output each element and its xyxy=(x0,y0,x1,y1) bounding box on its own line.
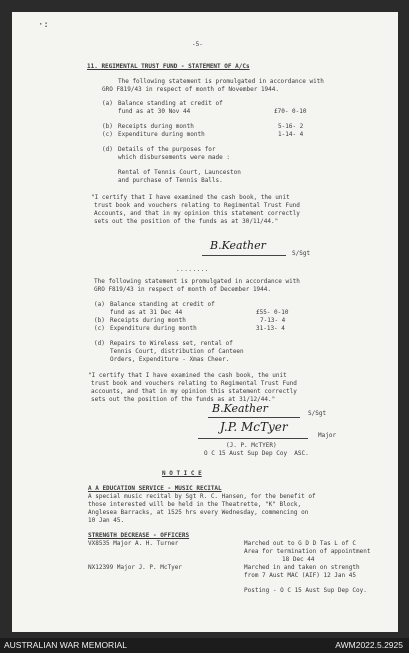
dec-item-a-text-1: Balance standing at credit of xyxy=(110,301,215,308)
dec-sign-name: (J. P. McTYER) xyxy=(226,442,277,449)
dec-signature: B.Keather xyxy=(212,402,268,415)
officer-1-note-3: 18 Dec 44 xyxy=(282,556,315,563)
nov-item-a-text-1: Balance standing at credit of xyxy=(118,100,223,107)
dec-certify-1: "I certify that I have examined the cash book, the unit xyxy=(88,372,287,379)
nov-certify-2: trust book and vouchers relating to Regimental Trust Fund xyxy=(94,202,300,209)
nov-rank: S/Sgt xyxy=(292,250,311,257)
nov-details-2: and purchase of Tennis Balls. xyxy=(118,177,223,184)
nov-certify-1: "I certify that I have examined the cash book, the unit xyxy=(91,194,290,201)
officer-1: VX8535 Major A. H. Turner xyxy=(88,540,179,547)
footer-bar xyxy=(0,638,409,653)
dec-intro-1: The following statement is promulgated in accordance with xyxy=(94,278,300,285)
dec-item-a-label: (a) xyxy=(94,301,105,308)
page-number: -5- xyxy=(192,41,203,48)
officer-1-note-1: Marched out to G D D Tas L of C xyxy=(244,540,356,547)
dec-signature-2: J.P. McTyer xyxy=(220,420,288,434)
dec-item-a-amount: £55- 0-10 xyxy=(256,309,289,316)
nov-signature: B.Keather xyxy=(210,239,266,252)
edu-text-2: those interested will be held in the Theatrette, "K" Block, xyxy=(88,501,302,508)
nov-certify-4: sets out the position of the funds as at 30/11/44." xyxy=(94,218,279,225)
edu-text-3: Anglesea Barracks, at 1525 hrs every Wednesday, commencing on xyxy=(88,509,309,516)
dec-signature-line xyxy=(208,417,300,418)
nov-item-d-label: (d) xyxy=(102,146,113,153)
nov-item-a-amount: £70- 0-10 xyxy=(274,108,307,115)
nov-item-b-text: Receipts during month xyxy=(118,123,194,130)
nov-item-c-text: Expenditure during month xyxy=(118,131,205,138)
nov-item-b-amount: 5-16- 2 xyxy=(278,123,304,130)
dec-item-d-text-3: Orders, Expenditure - Xmas Cheer. xyxy=(110,356,230,363)
officer-1-note-2: Area for termination of appointment xyxy=(244,548,371,555)
footer-source: AUSTRALIAN WAR MEMORIAL xyxy=(4,640,127,650)
document-page xyxy=(12,12,398,632)
nov-item-d-text-1: Details of the purposes for xyxy=(118,146,216,153)
dec-signature-2-line xyxy=(198,438,308,439)
nov-intro-1: The following statement is promulgated in accordance with xyxy=(118,78,324,85)
section-title: 11. REGIMENTAL TRUST FUND - STATEMENT OF A/Cs xyxy=(87,63,250,70)
dec-item-c-label: (c) xyxy=(94,325,105,332)
dec-item-d-text-2: Tennis Court, distribution of Canteen xyxy=(110,348,244,355)
nov-intro-2: GRO F819/43 in respect of month of November 1944. xyxy=(102,86,280,93)
dec-item-c-text: Expenditure during month xyxy=(110,325,197,332)
strength-title: STRENGTH DECREASE - OFFICERS xyxy=(88,532,190,539)
dec-certify-3: accounts, and that in my opinion this statement correctly xyxy=(91,388,297,395)
nov-item-c-label: (c) xyxy=(102,131,113,138)
dec-item-b-text: Receipts during month xyxy=(110,317,186,324)
edu-title: A A EDUCATION SERVICE - MUSIC RECITAL xyxy=(88,485,222,492)
dec-certify-4: sets out the position of the funds as at 31/12/44." xyxy=(91,396,276,403)
dec-item-c-amount: 31-13- 4 xyxy=(256,325,285,332)
nov-details-1: Rental of Tennis Court, Launceston xyxy=(118,169,241,176)
nov-signature-line xyxy=(202,255,286,256)
notice-heading: N O T I C E xyxy=(162,470,202,477)
dec-intro-2: GRO F819/43 in respect of month of December 1944. xyxy=(94,286,272,293)
officer-2-note-2: from 7 Aust MAC (AIF) 12 Jan 45 xyxy=(244,572,356,579)
dec-sign-title: O C 15 Aust Sup Dep Coy ASC. xyxy=(204,450,309,457)
dec-rank: S/Sgt xyxy=(308,410,327,417)
nov-item-b-label: (b) xyxy=(102,123,113,130)
staple-mark: ·: xyxy=(38,20,49,30)
posting-note: Posting - O C 15 Aust Sup Dep Coy. xyxy=(244,587,367,594)
dec-rank-2: Major xyxy=(318,432,337,439)
nov-item-a-text-2: fund as at 30 Nov 44 xyxy=(118,108,191,115)
dec-item-d-label: (d) xyxy=(94,340,105,347)
nov-certify-3: Accounts, and that in my opinion this statement correctly xyxy=(94,210,300,217)
dec-item-a-text-2: fund as at 31 Dec 44 xyxy=(110,309,183,316)
nov-item-d-text-2: which disbursements were made : xyxy=(118,154,230,161)
separator-dots: ........ xyxy=(176,266,209,273)
edu-text-4: 10 Jan 45. xyxy=(88,517,125,524)
footer-accession-id: AWM2022.5.2925 xyxy=(335,640,403,650)
dec-item-d-text-1: Repairs to Wireless set, rental of xyxy=(110,340,233,347)
nov-item-a-label: (a) xyxy=(102,100,113,107)
nov-item-c-amount: 1-14- 4 xyxy=(278,131,304,138)
edu-text-1: A special music recital by Sgt R. C. Hansen, for the benefit of xyxy=(88,493,316,500)
dec-item-b-label: (b) xyxy=(94,317,105,324)
officer-2-note-1: Marched in and taken on strength xyxy=(244,564,360,571)
dec-item-b-amount: 7-13- 4 xyxy=(260,317,286,324)
officer-2: NX12399 Major J. P. McTyer xyxy=(88,564,182,571)
dec-certify-2: trust book and vouchers relating to Regimental Trust Fund xyxy=(91,380,297,387)
